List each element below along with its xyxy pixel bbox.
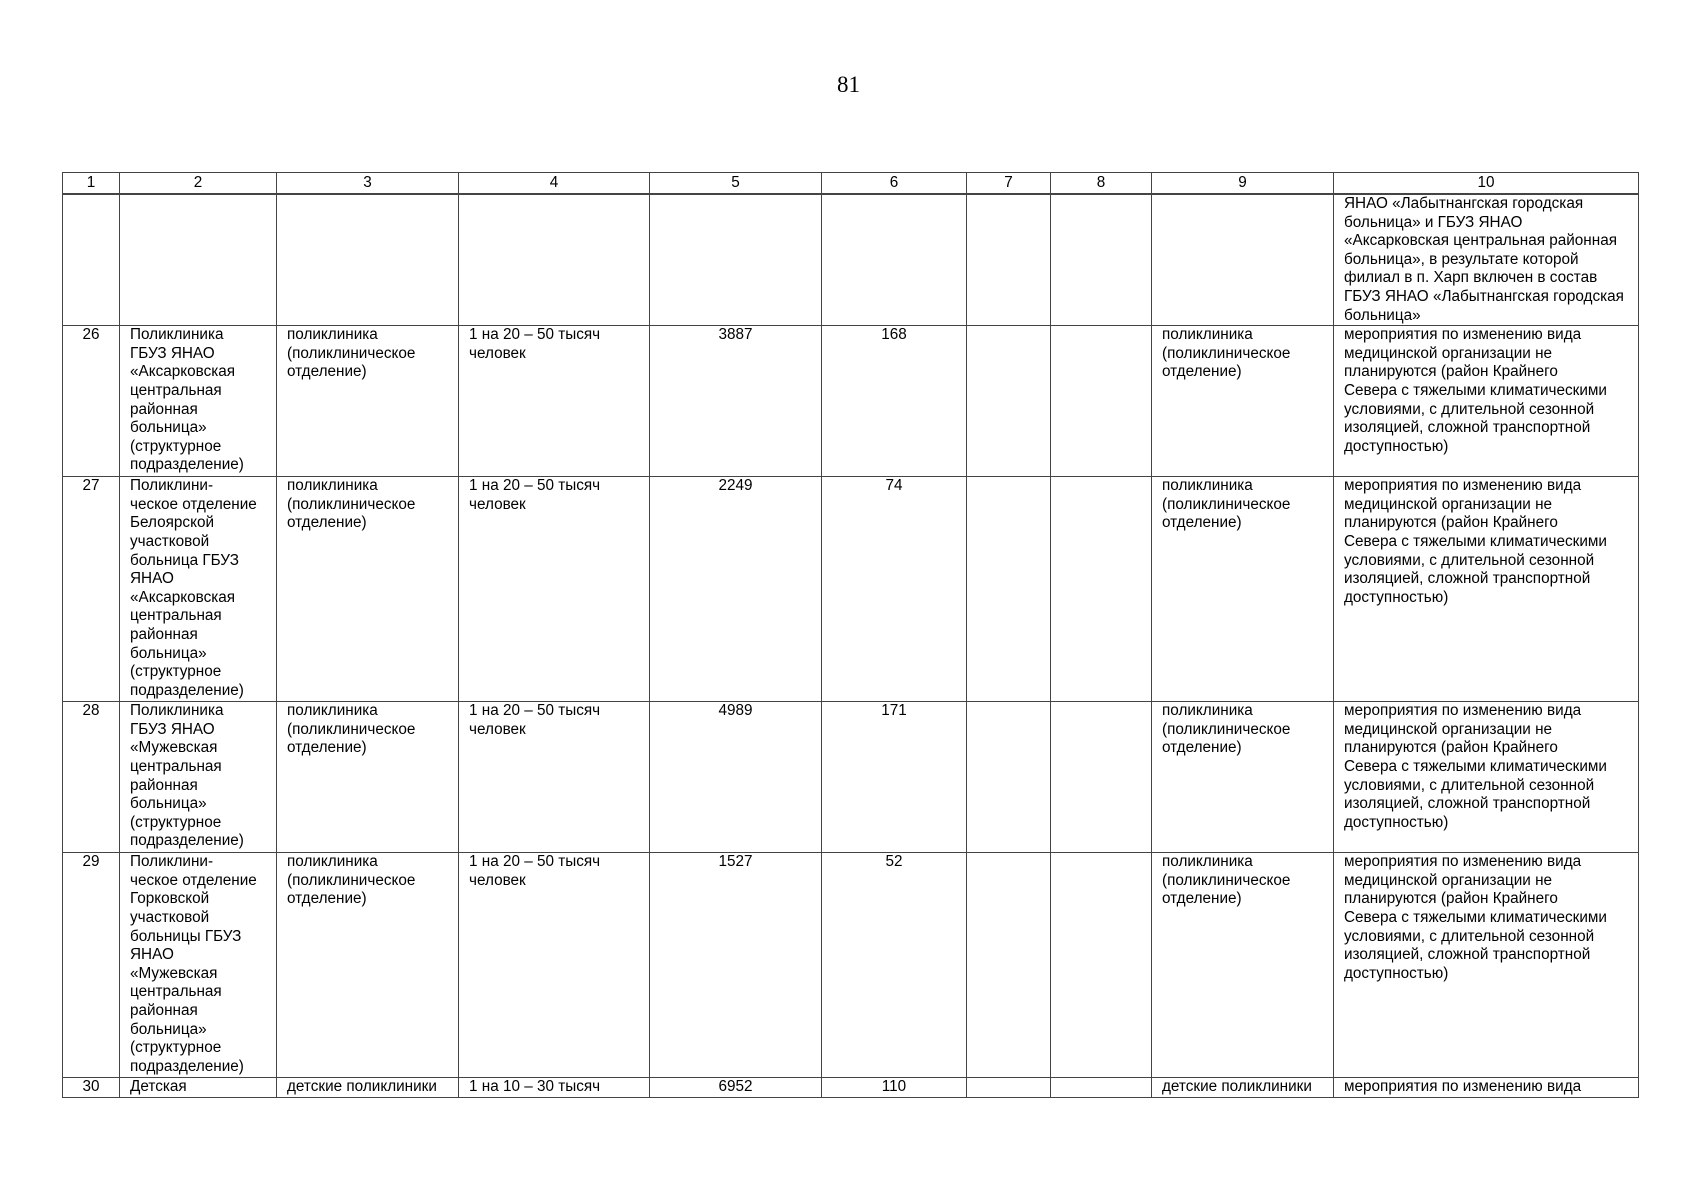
- population-value: 1527: [650, 853, 822, 1078]
- facility-type: поликлиника (поликлиническое отделение): [277, 326, 459, 477]
- facility-norm: 1 на 10 – 30 тысяч: [459, 1078, 650, 1098]
- notes-cell: мероприятия по изменению вида медицинской организации не планируются (район Крайнего Севера с тяжелыми климатическими условиями, с длительной сезонной изоляцией, сложной транспортной доступностью): [1334, 326, 1639, 477]
- column-6-value: 168: [822, 326, 967, 477]
- column-8-value: [1051, 853, 1152, 1078]
- column-header: 1: [63, 173, 120, 195]
- facility-name: Детская: [120, 1078, 277, 1098]
- notes-cell: мероприятия по изменению вида: [1334, 1078, 1639, 1098]
- row-number: 30: [63, 1078, 120, 1098]
- column-7-value: [967, 477, 1051, 702]
- planned-type: поликлиника (поликлиническое отделение): [1152, 702, 1334, 853]
- facility-type: поликлиника (поликлиническое отделение): [277, 853, 459, 1078]
- facility-name: Поликлиника ГБУЗ ЯНАО «Аксарковская центральная районная больница» (структурное подразделение): [120, 326, 277, 477]
- facility-norm: 1 на 20 – 50 тысяч человек: [459, 702, 650, 853]
- facility-name: Поликлиника ГБУЗ ЯНАО «Мужевская центральная районная больница» (структурное подразделение): [120, 702, 277, 853]
- planned-type: детские поликлиники: [1152, 1078, 1334, 1098]
- table-cell: [1051, 194, 1152, 326]
- facility-name: Поликлини- ческое отделение Горковской участковой больницы ГБУЗ ЯНАО «Мужевская центральная районная больница» (структурное подразделение): [120, 853, 277, 1078]
- column-8-value: [1051, 326, 1152, 477]
- page-number: 81: [837, 72, 860, 97]
- table-row: [63, 702, 1639, 853]
- column-header: 8: [1051, 173, 1152, 195]
- table-cell: [120, 194, 277, 326]
- row-number: 29: [63, 853, 120, 1078]
- notes-cell: мероприятия по изменению вида медицинской организации не планируются (район Крайнего Севера с тяжелыми климатическими условиями, с длительной сезонной изоляцией, сложной транспортной доступностью): [1334, 477, 1639, 702]
- facility-norm: 1 на 20 – 50 тысяч человек: [459, 326, 650, 477]
- population-value: 2249: [650, 477, 822, 702]
- column-7-value: [967, 702, 1051, 853]
- population-value: 6952: [650, 1078, 822, 1098]
- notes-cell: мероприятия по изменению вида медицинской организации не планируются (район Крайнего Севера с тяжелыми климатическими условиями, с длительной сезонной изоляцией, сложной транспортной доступностью): [1334, 702, 1639, 853]
- column-6-value: 110: [822, 1078, 967, 1098]
- table-cell: [277, 194, 459, 326]
- facility-type: поликлиника (поликлиническое отделение): [277, 702, 459, 853]
- column-header: 7: [967, 173, 1051, 195]
- population-value: 4989: [650, 702, 822, 853]
- column-8-value: [1051, 1078, 1152, 1098]
- table-cell: [459, 194, 650, 326]
- column-number-header-row: [63, 173, 1639, 195]
- column-7-value: [967, 853, 1051, 1078]
- planned-type: поликлиника (поликлиническое отделение): [1152, 477, 1334, 702]
- table-row: [63, 853, 1639, 1078]
- facility-type: поликлиника (поликлиническое отделение): [277, 477, 459, 702]
- facility-norm: 1 на 20 – 50 тысяч человек: [459, 477, 650, 702]
- population-value: 3887: [650, 326, 822, 477]
- notes-cell: ЯНАО «Лабытнангская городская больница» и ГБУЗ ЯНАО «Аксарковская центральная районная больница», в результате которой филиал в п. Харп включен в состав ГБУЗ ЯНАО «Лабытнангская городская больница»: [1334, 194, 1639, 326]
- column-6-value: 74: [822, 477, 967, 702]
- facility-name: Поликлини- ческое отделение Белоярской участковой больница ГБУЗ ЯНАО «Аксарковская центральная районная больница» (структурное подразделение): [120, 477, 277, 702]
- table-row: [63, 1078, 1639, 1098]
- notes-cell: мероприятия по изменению вида медицинской организации не планируются (район Крайнего Севера с тяжелыми климатическими условиями, с длительной сезонной изоляцией, сложной транспортной доступностью): [1334, 853, 1639, 1078]
- table-cell: [822, 194, 967, 326]
- table-cell: [967, 194, 1051, 326]
- row-number: 27: [63, 477, 120, 702]
- column-header: 9: [1152, 173, 1334, 195]
- column-8-value: [1051, 702, 1152, 853]
- facilities-table: [62, 172, 1639, 1098]
- column-header: 5: [650, 173, 822, 195]
- column-7-value: [967, 1078, 1051, 1098]
- column-7-value: [967, 326, 1051, 477]
- column-header: 10: [1334, 173, 1639, 195]
- row-number: 28: [63, 702, 120, 853]
- column-header: 4: [459, 173, 650, 195]
- column-8-value: [1051, 477, 1152, 702]
- facility-type: детские поликлиники: [277, 1078, 459, 1098]
- column-header: 3: [277, 173, 459, 195]
- column-header: 6: [822, 173, 967, 195]
- planned-type: поликлиника (поликлиническое отделение): [1152, 326, 1334, 477]
- table-cell: [650, 194, 822, 326]
- table-cell: [63, 194, 120, 326]
- row-number: 26: [63, 326, 120, 477]
- column-6-value: 171: [822, 702, 967, 853]
- table-row-continuation: [63, 194, 1639, 326]
- column-header: 2: [120, 173, 277, 195]
- planned-type: поликлиника (поликлиническое отделение): [1152, 853, 1334, 1078]
- table-cell: [1152, 194, 1334, 326]
- column-6-value: 52: [822, 853, 967, 1078]
- table-row: [63, 477, 1639, 702]
- table-row: [63, 326, 1639, 477]
- facility-norm: 1 на 20 – 50 тысяч человек: [459, 853, 650, 1078]
